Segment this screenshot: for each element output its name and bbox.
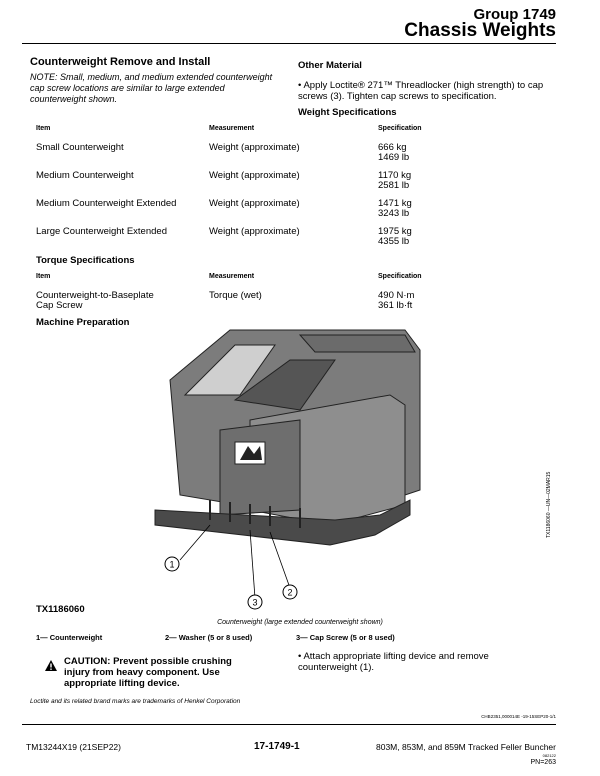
weight-row-spec-imperial: 4355 lb [378, 236, 410, 247]
footer-pn: PN=263 [530, 759, 556, 766]
weight-row-measurement: Weight (approximate) [209, 198, 300, 209]
step-bullet: • Attach appropriate lifting device and remove counterweight (1). [298, 651, 548, 673]
torque-row-spec-metric: 490 N·m [378, 290, 415, 301]
callout-2-label: 2 [287, 587, 293, 598]
weight-row-item: Medium Counterweight [36, 170, 134, 181]
weight-row-spec-metric: 1975 kg [378, 226, 412, 237]
weight-row-measurement: Weight (approximate) [209, 142, 300, 153]
warning-triangle-icon [44, 659, 58, 672]
other-material-title: Other Material [298, 60, 362, 71]
callout-1 [165, 557, 179, 571]
trademark-note: Loctite and its related brand marks are trademarks of Henkel Corporation [30, 698, 241, 705]
footer-date-code: 082122 [542, 753, 556, 758]
callout-3 [248, 595, 262, 609]
section-title: Counterweight Remove and Install [30, 56, 211, 68]
weight-row-spec-metric: 1170 kg [378, 170, 412, 181]
torque-specs-title: Torque Specifications [36, 255, 135, 266]
figure-caption: Counterweight (large extended counterweight shown) [217, 619, 383, 626]
footer-machine-models: 803M, 853M, and 859M Tracked Feller Buncher [375, 742, 556, 752]
weight-row-item: Large Counterweight Extended [36, 226, 167, 237]
footer-rule [22, 724, 556, 725]
figure-side-code: TX1186060 —UN—02MAR15 [546, 471, 552, 538]
legend-item-3: 3— Cap Screw (5 or 8 used) [296, 633, 395, 642]
callout-1-label: 1 [169, 559, 175, 570]
figure-id: TX1186060 [36, 604, 85, 615]
torque-col-measurement: Measurement [209, 273, 255, 280]
caution-text: CAUTION: Prevent possible crushing injury from heavy component. Use appropriate lifting device. [64, 656, 232, 689]
counterweight-illustration [150, 320, 440, 615]
legend-item-2: 2— Washer (5 or 8 used) [165, 633, 253, 642]
weight-row-item: Small Counterweight [36, 142, 124, 153]
torque-col-spec: Specification [378, 273, 422, 280]
page-title: Chassis Weights [404, 20, 556, 41]
footer-manual-id: TM13244X19 (21SEP22) [26, 742, 121, 752]
weight-row-spec-metric: 666 kg [378, 142, 407, 153]
footer-page-number: 17-1749-1 [254, 741, 300, 752]
weight-row-spec-imperial: 3243 lb [378, 208, 410, 219]
doc-code: CHB2351,000014E -19-15SEP20-1/1 [481, 714, 556, 719]
torque-row-item-line1: Counterweight-to-Baseplate [36, 290, 154, 301]
legend-item-1: 1— Counterweight [36, 633, 103, 642]
torque-row-spec-imperial: 361 lb·ft [378, 300, 413, 311]
weight-col-measurement: Measurement [209, 125, 255, 132]
torque-row-measurement: Torque (wet) [209, 290, 262, 301]
other-material-bullet: • Apply Loctite® 271™ Threadlocker (high strength) to cap screws (3). Tighten cap screws to specification. [298, 80, 548, 102]
weight-row-spec-metric: 1471 kg [378, 198, 412, 209]
weight-specs-title: Weight Specifications [298, 107, 397, 118]
torque-row-item-line2: Cap Screw [36, 300, 83, 311]
torque-col-item: Item [36, 273, 51, 280]
section-note: NOTE: Small, medium, and medium extended counterweight cap screw locations are similar to large extended counterweight shown. [30, 72, 273, 104]
callout-2 [283, 585, 297, 599]
weight-row-measurement: Weight (approximate) [209, 170, 300, 181]
weight-col-spec: Specification [378, 125, 422, 132]
weight-row-measurement: Weight (approximate) [209, 226, 300, 237]
weight-row-spec-imperial: 2581 lb [378, 180, 410, 191]
header-rule [22, 43, 556, 44]
weight-row-spec-imperial: 1469 lb [378, 152, 410, 163]
group-label: Group 1749 [473, 6, 556, 23]
callout-3-label: 3 [252, 597, 258, 608]
weight-col-item: Item [36, 125, 51, 132]
machine-prep-title: Machine Preparation [36, 317, 130, 328]
weight-row-item: Medium Counterweight Extended [36, 198, 177, 209]
